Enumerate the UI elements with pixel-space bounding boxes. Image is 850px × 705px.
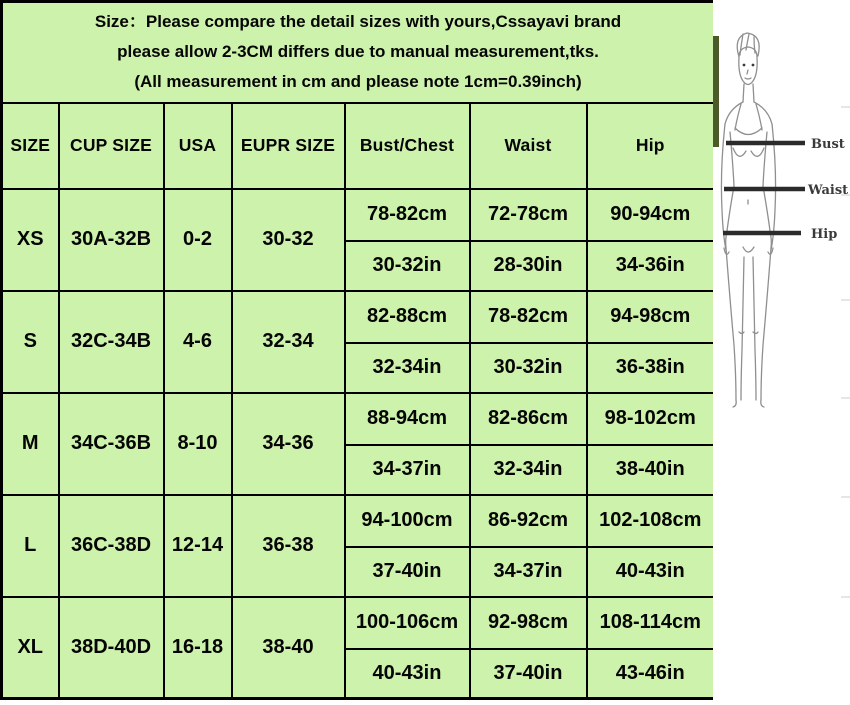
l-cup: 36C-38D [59, 495, 164, 597]
s-eupr: 32-34 [232, 291, 345, 393]
xl-waist-cm: 92-98cm [470, 597, 587, 649]
title-row [2, 2, 715, 103]
xs-eupr: 30-32 [232, 189, 345, 291]
s-hip-in: 36-38in [587, 343, 715, 393]
row-xl-cm [2, 597, 715, 649]
col-header-hip: Hip [587, 103, 715, 189]
title-line-3: (All measurement in cm and please note 1cm=0.39inch) [134, 72, 582, 92]
col-header-cup: CUP SIZE [59, 103, 164, 189]
xl-size: XL [2, 597, 59, 699]
col-header-usa: USA [164, 103, 232, 189]
xs-cup: 30A-32B [59, 189, 164, 291]
table-header-row [2, 103, 715, 189]
s-size: S [2, 291, 59, 393]
col-header-waist: Waist [470, 103, 587, 189]
hip-label: Hip [811, 227, 838, 242]
body-measurement-diagram [713, 0, 850, 705]
m-hip-cm: 98-102cm [587, 393, 715, 445]
xl-hip-cm: 108-114cm [587, 597, 715, 649]
xs-waist-cm: 72-78cm [470, 189, 587, 241]
l-waist-cm: 86-92cm [470, 495, 587, 547]
l-eupr: 36-38 [232, 495, 345, 597]
col-header-bust: Bust/Chest [345, 103, 470, 189]
title-block [2, 2, 715, 103]
m-waist-cm: 82-86cm [470, 393, 587, 445]
edge-accent-strip [713, 36, 719, 147]
s-cup: 32C-34B [59, 291, 164, 393]
s-usa: 4-6 [164, 291, 232, 393]
xs-bust-cm: 78-82cm [345, 189, 470, 241]
xl-waist-in: 37-40in [470, 649, 587, 699]
body-figure-sketch [713, 0, 850, 705]
xs-usa: 0-2 [164, 189, 232, 291]
female-figure-outline [721, 33, 775, 407]
l-waist-in: 34-37in [470, 547, 587, 597]
l-hip-in: 40-43in [587, 547, 715, 597]
l-usa: 12-14 [164, 495, 232, 597]
xl-bust-in: 40-43in [345, 649, 470, 699]
s-bust-cm: 82-88cm [345, 291, 470, 343]
xs-hip-in: 34-36in [587, 241, 715, 291]
xl-eupr: 38-40 [232, 597, 345, 699]
title-line-2: please allow 2-3CM differs due to manual measurement,tks. [117, 42, 599, 62]
l-hip-cm: 102-108cm [587, 495, 715, 547]
xs-hip-cm: 90-94cm [587, 189, 715, 241]
m-usa: 8-10 [164, 393, 232, 495]
m-waist-in: 32-34in [470, 445, 587, 495]
s-waist-cm: 78-82cm [470, 291, 587, 343]
s-bust-in: 32-34in [345, 343, 470, 393]
xs-size: XS [2, 189, 59, 291]
row-m-cm [2, 393, 715, 445]
m-eupr: 34-36 [232, 393, 345, 495]
xl-hip-in: 43-46in [587, 649, 715, 699]
row-s-cm [2, 291, 715, 343]
row-l-cm [2, 495, 715, 547]
title-line-1: Size：Please compare the detail sizes with yours,Cssayavi brand [94, 12, 622, 32]
l-bust-in: 37-40in [345, 547, 470, 597]
m-cup: 34C-36B [59, 393, 164, 495]
m-bust-in: 34-37in [345, 445, 470, 495]
s-hip-cm: 94-98cm [587, 291, 715, 343]
xl-usa: 16-18 [164, 597, 232, 699]
col-header-eupr: EUPR SIZE [232, 103, 345, 189]
gridline-dashes [841, 107, 850, 597]
row-xs-cm [2, 189, 715, 241]
m-size: M [2, 393, 59, 495]
xs-waist-in: 28-30in [470, 241, 587, 291]
m-hip-in: 38-40in [587, 445, 715, 495]
m-bust-cm: 88-94cm [345, 393, 470, 445]
s-waist-in: 30-32in [470, 343, 587, 393]
l-size: L [2, 495, 59, 597]
bust-label: Bust [811, 137, 845, 152]
l-bust-cm: 94-100cm [345, 495, 470, 547]
col-header-size: SIZE [2, 103, 59, 189]
measurement-lines [723, 143, 805, 233]
xs-bust-in: 30-32in [345, 241, 470, 291]
xl-cup: 38D-40D [59, 597, 164, 699]
waist-label: Waist [808, 183, 849, 198]
xl-bust-cm: 100-106cm [345, 597, 470, 649]
